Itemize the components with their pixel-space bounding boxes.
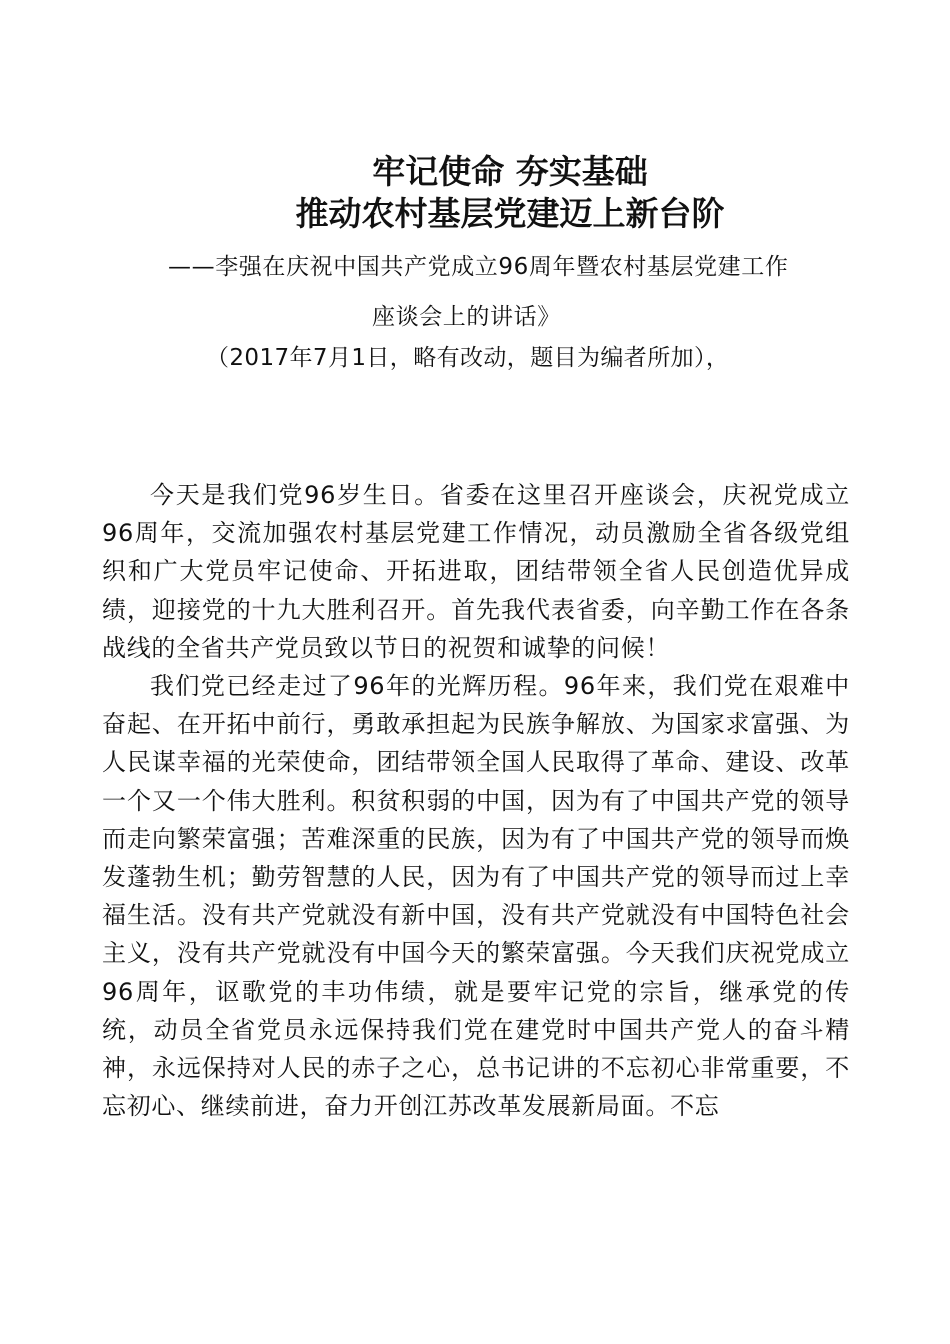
paragraph-2: 我们党已经走过了96年的光辉历程。96年来，我们党在艰难中奋起、在开拓中前行，勇敢承担起为民族争解放、为国家求富强、为人民谋幸福的光荣使命，团结带领全国人民取得了革命、建设、改革一个又一个伟大胜利。积贫积弱的中国，因为有了中国共产党的领导而走向繁荣富强；苦难深重的民族，因为有了中国共产党的领导而焕发蓬勃生机；勤劳智慧的人民，因为有了中国共产党的领导而过上幸福生活。没有共产党就没有新中国，没有共产党就没有中国特色社会主义，没有共产党就没有中国今天的繁荣富强。今天我们庆祝党成立96周年，讴歌党的丰功伟绩，就是要牢记党的宗旨，继承党的传统，动员全省党员永远保持我们党在建党时中国共产党人的奋斗精神，永远保持对人民的赤子之心，总书记讲的不忘初心非常重要，不忘初心、继续前进，奋力开创江苏改革发展新局面。不忘 bbox=[102, 672, 850, 1121]
body-text bbox=[102, 476, 850, 1125]
subtitle-line-1: ——李强在庆祝中国共产党成立96周年暨农村基层党建工作 bbox=[168, 254, 789, 280]
title-line-1: 牢记使命 夯实基础 bbox=[372, 152, 648, 191]
paragraph-1: 今天是我们党96岁生日。省委在这里召开座谈会，庆祝党成立96周年，交流加强农村基层党建工作情况，动员激励全省各级党组织和广大党员牢记使命、开拓进取，团结带领全省人民创造优异成绩，迎接党的十九大胜利召开。首先我代表省委，向辛勤工作在各条战线的全省共产党员致以节日的祝贺和诚挚的问候！ bbox=[102, 481, 850, 662]
title-line-2: 推动农村基层党建迈上新台阶 bbox=[295, 194, 725, 233]
subtitle-line-2: 座谈会上的讲话》 bbox=[372, 304, 561, 330]
dateline: （2017年7月1日，略有改动，题目为编者所加）， bbox=[206, 345, 730, 371]
